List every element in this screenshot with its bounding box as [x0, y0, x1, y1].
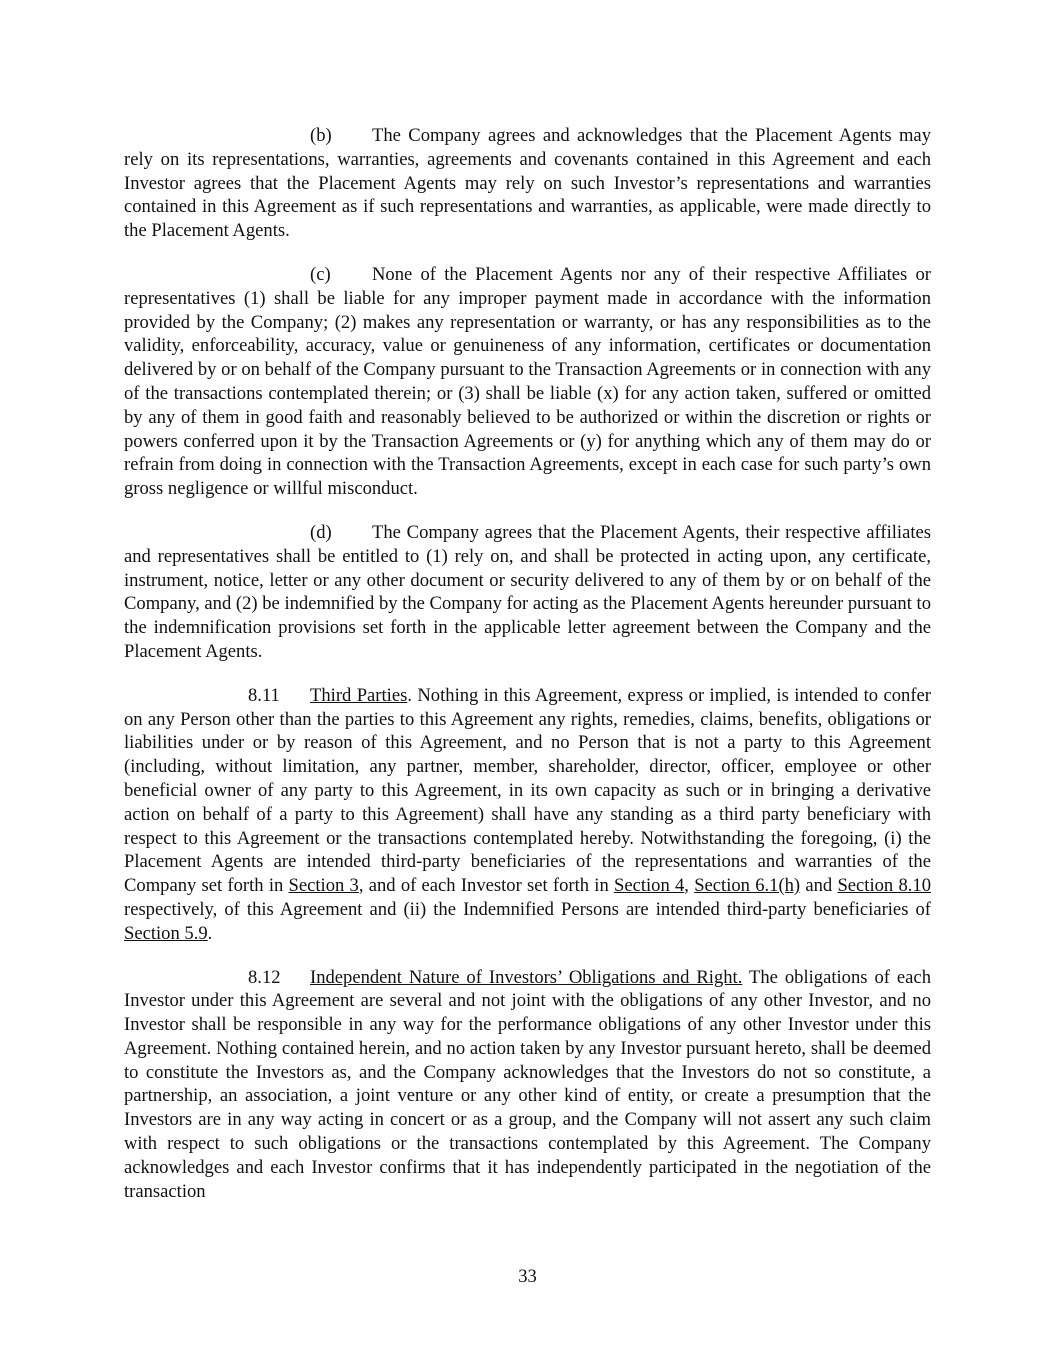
section-8-11-heading: Third Parties [310, 684, 408, 706]
paragraph-d-label: (d) [310, 521, 332, 543]
section-8-12-text: The obligations of each Investor under this Agreement are several and not joint with the obligations of any other Investor, and no Investor shall be responsible in any way for the performance obligations of any other Investor under this Agreement. Nothing contained herein, and no action taken by any Investor pursuant hereto, shall be deemed to constitute the Investors as, and the Company acknowledges that the Investors do not so constitute, a partnership, an association, a joint venture or any other kind of entity, or create a presumption that the Investors are in any way acting in concert or as a group, and the Company will not assert any such claim with respect to such obligations or the transactions contemplated by this Agreement. The Company acknowledges and each Investor confirms that it has independently participated in the negotiation of the transaction [124, 966, 931, 1202]
section-8-11 [124, 684, 931, 946]
paragraph-b-label: (b) [310, 125, 332, 146]
cross-reference-section-6-1-h: Section 6.1(h) [694, 875, 801, 897]
page-number: 33 [518, 1266, 537, 1287]
section-8-12-number: 8.12 [248, 966, 281, 988]
section-8-11-number: 8.11 [248, 684, 280, 706]
paragraph-c [124, 263, 931, 501]
cross-reference-section-5-9: Section 5.9 [124, 922, 208, 944]
section-8-12-heading: Independent Nature of Investors’ Obligations and Right. [310, 966, 743, 988]
cross-reference-section-3: Section 3 [288, 875, 359, 897]
paragraph-b-text: The Company agrees and acknowledges that the Placement Agents may rely on its representations, warranties, agreements and covenants contained in this Agreement and each Investor agrees that the Placement Agents may rely on such Investor’s representations and warranties contained in this Agreement as if such representations and warranties, as applicable, were made directly to the Placement Agents. [124, 125, 931, 242]
paragraph-c-label: (c) [310, 263, 331, 285]
section-8-11-text-2: , and of each Investor set forth in [358, 875, 614, 897]
section-8-11-text-1: . Nothing in this Agreement, express or implied, is intended to confer on any Person other than the parties to this Agreement any rights, remedies, claims, benefits, obligations or liabilities under or by reason of this Agreement, and no Person that is not a party to this Agreement (including, without limitation, any partner, member, shareholder, director, officer, employee or other beneficial owner of any party to this Agreement, in its own capacity as such or in bringing a derivative action on behalf of a party to this Agreement) shall have any standing as a third party beneficiary with respect to this Agreement or the transactions contemplated hereby. Notwithstanding the foregoing, (i) the Placement Agents are intended third-party beneficiaries of the representations and warranties of the Company set forth in [124, 684, 931, 897]
section-8-11-text-4: and [800, 875, 838, 897]
section-8-11-text-3: , [684, 875, 695, 897]
section-8-12 [124, 966, 931, 1204]
paragraph-d-text: The Company agrees that the Placement Agents, their respective affiliates and representatives shall be entitled to (1) rely on, and shall be protected in acting upon, any certificate, instrument, notice, letter or any other document or security delivered to any of them by or on behalf of the Company, and (2) be indemnified by the Company for acting as the Placement Agents hereunder pursuant to the indemnification provisions set forth in the applicable letter agreement between the Company and the Placement Agents. [124, 521, 931, 662]
paragraph-d [124, 521, 931, 664]
section-8-11-text-5: respectively, of this Agreement and (ii) the Indemnified Persons are intended third-party beneficiaries of [124, 898, 931, 920]
paragraph-c-text: None of the Placement Agents nor any of their respective Affiliates or representatives (1) shall be liable for any improper payment made in accordance with the information provided by the Company; (2) makes any representation or warranty, or has any responsibilities as to the validity, enforceability, accuracy, value or genuineness of any information, certificates or documentation delivered by or on behalf of the Company pursuant to the Transaction Agreements or in connection with any of the transactions contemplated therein; or (3) shall be liable (x) for any action taken, suffered or omitted by any of them in good faith and reasonably believed to be authorized or within the discretion or rights or powers conferred upon it by the Transaction Agreements or (y) for anything which any of them may do or refrain from doing in connection with the Transaction Agreements, except in each case for such party’s own gross negligence or willful misconduct. [124, 263, 931, 500]
page-body [124, 124, 931, 1223]
paragraph-b [124, 124, 931, 243]
section-8-11-text-6: . [207, 922, 213, 944]
cross-reference-section-4: Section 4 [613, 875, 685, 897]
cross-reference-section-8-10: Section 8.10 [837, 875, 932, 897]
